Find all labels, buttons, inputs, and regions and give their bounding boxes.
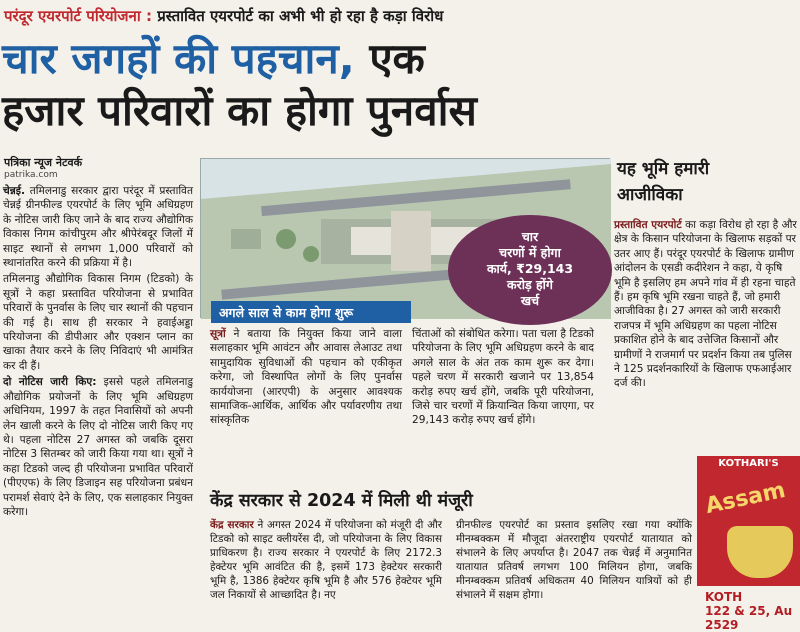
middle-article-column (210, 327, 402, 477)
section-deck: प्रस्तावित एयरपोर्ट का अभी भी हो रहा है कड़ा विरोध (151, 7, 444, 25)
headline-line-2: हजार परिवारों का होगा पुनर्वास (2, 86, 477, 135)
section-kicker: परंदूर एयरपोर्ट परियोजना : (4, 7, 152, 25)
byline: पत्रिका न्यूज नेटवर्क (4, 156, 83, 169)
circle-line-3: कार्य, ₹29,143 (486, 261, 574, 276)
ad-brand-tag: KOTHARI'S (718, 458, 779, 469)
ad-footer-line-1: KOTH (705, 590, 743, 604)
dateline: चेन्नई. (3, 185, 25, 197)
left-paragraph-2: तमिलनाडु औद्योगिक विकास निगम (टिडको) के सूत्रों ने कहा प्रस्तावित परियोजना से प्रभावित परिवारों के पुनर्वास के लिए चार स्थानों की पहचान की गई है। साथ ही सरकार ने हवाईअड्डा परियोजना की डीपीआर और एक्शन प्लान का खाका तैयार करने के लिए निविदाएं भी आमंत्रित कर दी हैं। (3, 273, 193, 372)
subhead-approval: केंद्र सरकार से 2024 में मिली थी मंजूरी (210, 491, 473, 511)
bottom-text-1: ने अगस्त 2024 में परियोजना को मंजूरी दी और टिडको को साइट क्लीयरेंस दी, जो परियोजना के लिए विकास प्राधिकरण है। राज्य सरकार ने एयरपोर्ट के लिए 2172.3 हेक्टेयर भूमि आवंटित की है, इसमें 173 हेक्टेयर सरकारी भूमि है, 1386 हेक्टेयर कृषि भूमि है और 576 हेक्टेयर भूमि जल निकायों से आच्छादित है। नए (210, 519, 442, 601)
circle-line-2: चरणों में होगा (499, 245, 561, 260)
left-article-column (3, 184, 193, 518)
bottom-lead: केंद्र सरकार (210, 519, 254, 531)
left-paragraph-3: दो नोटिस जारी किए: इससे पहले तमिलनाडु औद्योगिक प्रयोजनों के लिए भूमि अधिग्रहण अधिनियम, 1997 के तहत निवासियों को अपनी लेन खाली करने के लिए दो नोटिस जारी किए गए थे। पहला नोटिस 27 अगस्त को जबकि दूसरा नोटिस 3 सितम्बर को जारी किया गया था। सूत्रों ने कहा टिडको जल्द ही परियोजना प्रभावित परिवारों (पीएएफ) के लिए डिजाइन सह परियोजना प्रबंधन परामर्श सेवाएं देने के लिए, एक सलाहकार नियुक्त करेगा। (3, 376, 193, 518)
main-headline (2, 33, 792, 137)
site-name: patrika.com (4, 170, 58, 180)
sidebar-headline (617, 156, 797, 208)
headline-part-black: एक (354, 34, 425, 83)
ad-footer (697, 586, 800, 631)
middle-article-column-2: चिंताओं को संबोधित करेगा। पता चला है टिडको परियोजना के लिए भूमि अधिग्रहण करने के बाद अगले साल के अंत तक काम शुरू कर देगा। पहले चरण में सरकारी खजाने पर 13,854 करोड़ रुपए खर्च होंगे, जबकि पूरी परियोजना, जिसे चार चरणों में क्रियान्वित किया जाएगा, पर 29,143 करोड़ रुपए खर्च होंगे। (412, 328, 594, 427)
headline-part-blue: चार जगहों की पहचान, (2, 34, 355, 83)
highlight-circle (448, 215, 612, 325)
ad-brand-name: Assam (703, 477, 788, 520)
top-kicker-line (0, 0, 800, 30)
sidebar-text: का कड़ा विरोध हो रहा है और क्षेत्र के किसान परियोजना के खिलाफ सड़कों पर उतर आए हैं। परंदूर एयरपोर्ट के खिलाफ ग्रामीण आंदोलन के एसडी कदीरेशन ने कहा, ये कृषि भूमि है इसलिए हम अपने गांव में ही रहना चाहते हैं। हम कृषि भूमि रखना चाहते हैं, जो हमारी आजीविका है। 27 अगस्त को जारी सरकारी राजपत्र में भूमि अधिग्रहण का पहला नोटिस प्रकाशित होने के बाद उत्तेजित किसानों और ग्रामीणों ने राजमार्ग पर प्रदर्शन किया तब पुलिस ने 125 प्रदर्शनकारियों के खिलाफ एफआईआर दर्ज की। (614, 219, 797, 390)
section-banner: अगले साल से काम होगा शुरू (211, 301, 411, 323)
bottom-article-column-2: ग्रीनफील्ड एयरपोर्ट का प्रस्ताव इसलिए रखा गया क्योंकि मीनम्बक्कम में मौजूदा अंतरराष्ट्रीय एयरपोर्ट यातायात को संभालने के लिए अपर्याप्त है। 2047 तक चेन्नई में अनुमानित यातायात प्रतिवर्ष लगभग 100 मिलियन होगा, जबकि मीनम्बक्कम प्रतिवर्ष अधिकतम 40 मिलियन यात्रियों को ही संभालने में सक्षम होगा। (456, 519, 692, 601)
sidebar-lead: प्रस्तावित एयरपोर्ट (614, 219, 682, 231)
circle-line-4: करोड़ होंगे (507, 277, 553, 292)
circle-line-5: खर्च (520, 293, 540, 308)
advertisement (697, 456, 800, 631)
mid-text: ने बताया कि नियुक्त किया जाने वाला सलाहकार भूमि आवंटन और आवास लेआउट तथा सामुदायिक सुविधाओं की पहचान को एकीकृत करेगा, जो विस्थापित लोगों के लिए पुनर्वास कार्ययोजना (आरएपी) के अनुसार आवश्यक सामाजिक-आर्थिक, आर्थिक और पर्यावरणीय तथा सांस्कृतिक (210, 328, 402, 427)
tea-cup-icon (727, 526, 793, 578)
sidebar-headline-line-1: यह भूमि हमारी (617, 159, 710, 179)
subhead-notices: दो नोटिस जारी किए: (3, 376, 97, 389)
sidebar-article-column (614, 218, 798, 450)
sidebar-headline-line-2: आजीविका (617, 185, 683, 205)
ad-footer-line-2: 122 & 25, Au (705, 604, 793, 618)
bottom-article-column-1 (210, 518, 442, 628)
circle-line-1: चार (521, 229, 539, 244)
mid-lead: सूत्रों (210, 328, 226, 340)
ad-footer-line-3: 2529 (705, 618, 739, 632)
left-paragraph-1: चेन्नई. तमिलनाडु सरकार द्वारा परंदूर में प्रस्तावित चेन्नई ग्रीनफील्ड एयरपोर्ट के लिए भूमि अधिग्रहण के नोटिस जारी किए जाने के बाद राज्य औद्योगिक विकास निगम कांचीपुरम और श्रीपेरंबदूर जिलों में साइट स्थानों से लगभग 1,000 परिवारों को स्थानांतरित करने की प्रक्रिया में है। (3, 185, 193, 270)
